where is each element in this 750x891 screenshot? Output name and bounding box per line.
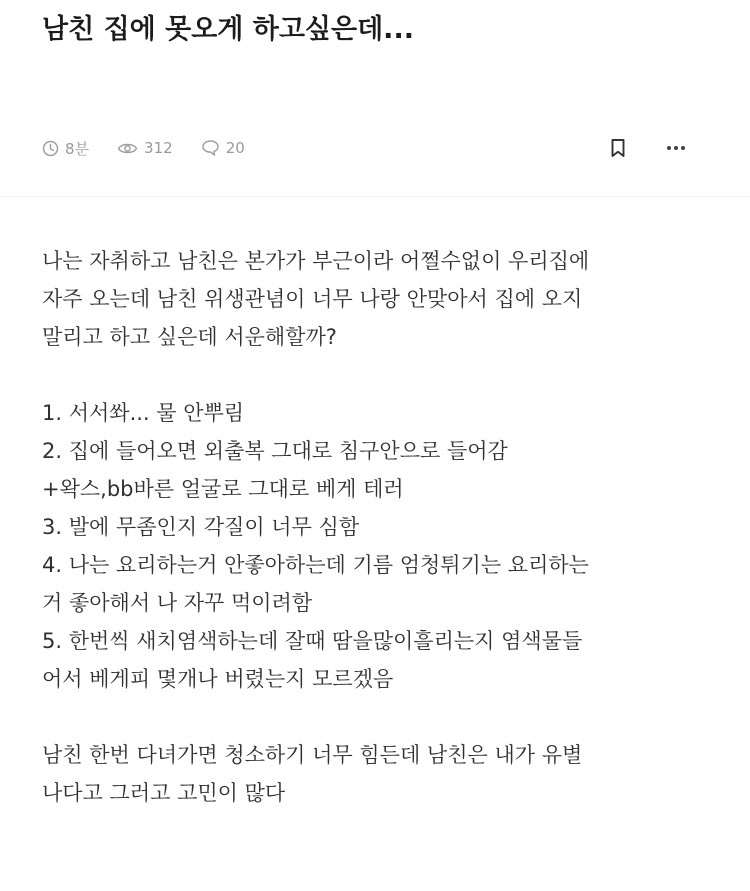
body-line: 자주 오는데 남친 위생관념이 너무 나랑 안맞아서 집에 오지 [42,287,583,311]
list-line: 어서 베게피 몇개나 버렸는지 모르겠음 [42,667,394,691]
list-line: 1. 서서쏴... 물 안뿌림 [42,401,245,425]
list-line: 2. 집에 들어오면 외출복 그대로 침구안으로 들어감 [42,439,508,463]
list-line: +왁스,bb바른 얼굴로 그대로 베게 테러 [42,477,404,501]
comments-meta[interactable] [201,139,245,157]
header-divider [0,196,750,197]
views-meta [117,139,173,157]
post-title: 남친 집에 못오게 하고싶은데... [42,14,414,45]
paragraph-gap [42,356,722,394]
body-line: 나는 자취하고 남친은 본가가 부근이라 어쩔수없이 우리집에 [42,249,590,273]
list-line: 3. 발에 무좀인지 각질이 너무 심함 [42,515,360,539]
list-line: 4. 나는 요리하는거 안좋아하는데 기름 엄청튀기는 요리하는 [42,553,589,577]
paragraph-gap [42,698,722,736]
time-meta [42,138,89,159]
clock-icon [42,140,59,157]
eye-icon [117,141,138,156]
bookmark-icon [610,138,626,158]
comments-count: 20 [225,139,245,157]
post-body [42,242,722,812]
body-line: 나다고 그러고 고민이 많다 [42,781,286,805]
body-line: 말리고 하고 싶은데 서운해할까? [42,325,337,349]
body-line: 남친 한번 다녀가면 청소하기 너무 힘든데 남친은 내가 유별 [42,743,583,767]
more-dots-icon [666,145,686,151]
more-options-button[interactable] [662,134,690,162]
post-meta-bar [42,134,690,162]
speech-bubble-icon [201,139,220,157]
post-actions [604,134,690,162]
time-value: 8분 [65,139,90,158]
list-line: 거 좋아해서 나 자꾸 먹이려함 [42,591,313,615]
views-count: 312 [144,139,173,157]
bookmark-button[interactable] [604,134,632,162]
list-line: 5. 한번씩 새치염색하는데 잘때 땀을많이흘리는지 염색물들 [42,629,583,653]
